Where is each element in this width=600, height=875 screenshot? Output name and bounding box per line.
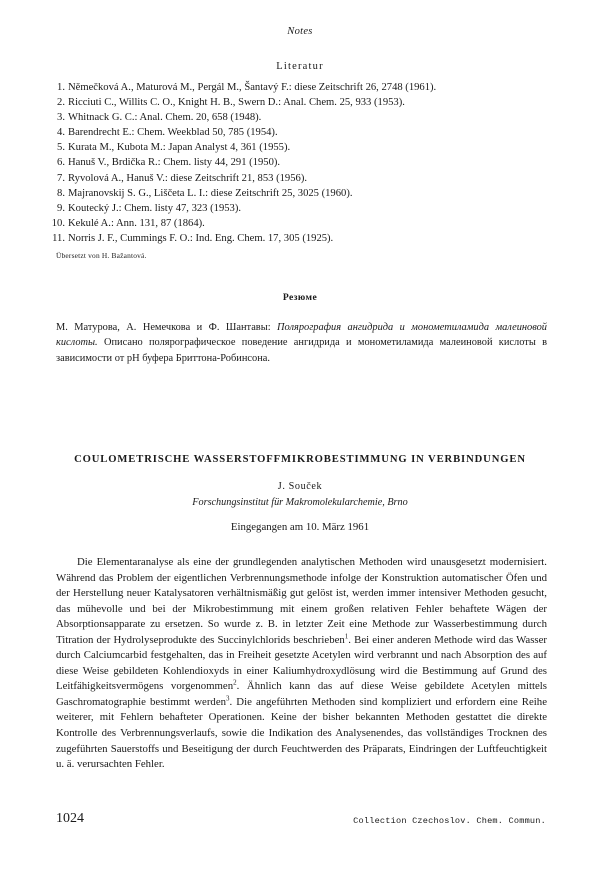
reference-text: Norris J. F., Cummings F. O.: Ind. Eng. Chem. 17, 305 (1925). bbox=[68, 232, 334, 244]
body-text-part: . Die angeführten Methoden sind kompliziert und erfordern eine Reihe weiterer, mit Fehlern behafteter Operationen. Keine der bisher bekannten Methoden gestattet die direkte Kontrolle des Verbrennungsverlaufs, sowie die Indikation des Analysenendes, das vollständiges Trocknen des zugeführten Sauerstoffs und Beseitigung der durch Feuchtwerden des Präparats, Eindringen der Luftfeuchtigkeit u. ä. verursachten Fehler. bbox=[56, 695, 547, 771]
summary-paragraph bbox=[56, 320, 547, 366]
reference-number: 7. bbox=[57, 172, 65, 184]
body-paragraph bbox=[56, 555, 547, 773]
reference-number: 2. bbox=[57, 97, 65, 109]
reference-number: 10. bbox=[51, 217, 65, 229]
reference-number: 3. bbox=[57, 112, 65, 124]
reference-text: Kurata M., Kubota M.: Japan Analyst 4, 361 (1955). bbox=[68, 142, 291, 154]
reference-number: 11. bbox=[52, 232, 65, 244]
body-text-part: Die Elementaranalyse als eine der grundlegenden analytischen Methoden wird unausgesetzt modernisiert. Während das Problem der eigentlichen Verbrennungsmethode infolge der Konstruktion automatischer Öfen und der Herstellung neuer Katalysatoren verhältnismäßig gut gelöst ist, werden immer intensiver Methoden gesucht, das mühevolle und bei der Mikrobestimmung mit einem großen relativen Fehler behaftete Wägen der Absorptionsapparate zu ersetzen. So wurde z. B. in letzter Zeit eine Methode zur Wasserbestimmung durch Titration der Hydrolyseprodukte des Succinylchlorids beschrieben bbox=[56, 556, 547, 646]
reference-item bbox=[56, 110, 556, 125]
reference-number: 1. bbox=[57, 82, 65, 93]
reference-item bbox=[51, 216, 556, 231]
received-date: Eingegangen am 10. März 1961 bbox=[230, 521, 370, 533]
article-affiliation: Forschungsinstitut für Makromolekularchemie, Brno bbox=[192, 497, 408, 508]
journal-name: Collection Czechoslov. Chem. Commun. bbox=[353, 816, 546, 826]
translator-note: Übersetzt von H. Bažantová. bbox=[56, 251, 147, 260]
summary-title: Полярография ангидрида и монометиламида малеиновой кислоты. bbox=[56, 322, 548, 349]
reference-number: 9. bbox=[57, 202, 65, 214]
reference-number: 8. bbox=[57, 187, 65, 199]
reference-item bbox=[56, 125, 556, 140]
reference-text: Koutecký J.: Chem. listy 47, 323 (1953). bbox=[68, 202, 242, 214]
page-number: 1024 bbox=[56, 811, 84, 826]
summary-heading: Резюме bbox=[282, 292, 318, 303]
reference-item bbox=[56, 155, 556, 170]
reference-item bbox=[52, 231, 556, 246]
reference-item bbox=[56, 186, 556, 201]
body-text-part: . Ähnlich kann das auf diese Weise gebildete Acetylen mittels Gaschromatographie bestimmt werden bbox=[56, 680, 547, 708]
reference-text: Ryvolová A., Hanuš V.: diese Zeitschrift 21, 853 (1956). bbox=[68, 172, 307, 184]
running-head: Notes bbox=[287, 26, 313, 37]
reference-number: 5. bbox=[57, 142, 65, 154]
reference-text: Barendrecht E.: Chem. Weekblad 50, 785 (1954). bbox=[68, 127, 278, 139]
literature-heading: Literatur bbox=[276, 61, 324, 72]
reference-text: Hanuš V., Brdička R.: Chem. listy 44, 291 (1950). bbox=[68, 157, 281, 169]
reference-text: Kekulé A.: Ann. 131, 87 (1864). bbox=[68, 217, 205, 229]
reference-item bbox=[56, 171, 556, 186]
reference-text: Majranovskij S. G., Liščeta L. I.: diese Zeitschrift 25, 3025 (1960). bbox=[68, 187, 353, 199]
citation-ref[interactable]: 2 bbox=[233, 678, 237, 687]
reference-item bbox=[56, 80, 556, 95]
citation-ref[interactable]: 3 bbox=[226, 694, 230, 703]
citation-ref[interactable]: 1 bbox=[344, 632, 349, 641]
summary-body: Описано полярографическое поведение ангидрида и монометиламида малеиновой кислоты в зависимости от pH буфера Бриттона-Робинсона. bbox=[56, 337, 547, 364]
reference-text: Whitnack G. C.: Anal. Chem. 20, 658 (1948). bbox=[68, 112, 262, 124]
reference-list bbox=[51, 80, 556, 246]
reference-item bbox=[56, 201, 556, 216]
reference-item bbox=[56, 140, 556, 155]
reference-text: Ricciuti C., Willits C. O., Knight H. B., Swern D.: Anal. Chem. 25, 933 (1953). bbox=[68, 97, 405, 109]
body-text-part: . Bei einer anderen Methode wird das Wasser durch Calciumcarbid festgehalten, das in Freiheit gesetzte Acetylen wird verbrannt und nach Absorption des auf diese Weise gebildeten Kohlendioxyds in einer Kaliumhydroxydlösung wird die Bestimmung auf Grund des Leitfähigkeitsvermögens vorgenommen bbox=[56, 633, 547, 693]
reference-text: Němečková A., Maturová M., Pergál M., Šantavý F.: diese Zeitschrift 26, 2748 (1961). bbox=[68, 82, 437, 93]
reference-number: 6. bbox=[57, 157, 65, 169]
reference-number: 4. bbox=[57, 127, 65, 139]
summary-authors: М. Матурова, А. Немечкова и Ф. Шантавы: bbox=[56, 322, 271, 333]
reference-item bbox=[56, 95, 556, 110]
article-title: COULOMETRISCHE WASSERSTOFFMIKROBESTIMMUNG IN VERBINDUNGEN bbox=[74, 454, 526, 465]
article-author: J. Souček bbox=[277, 481, 323, 492]
